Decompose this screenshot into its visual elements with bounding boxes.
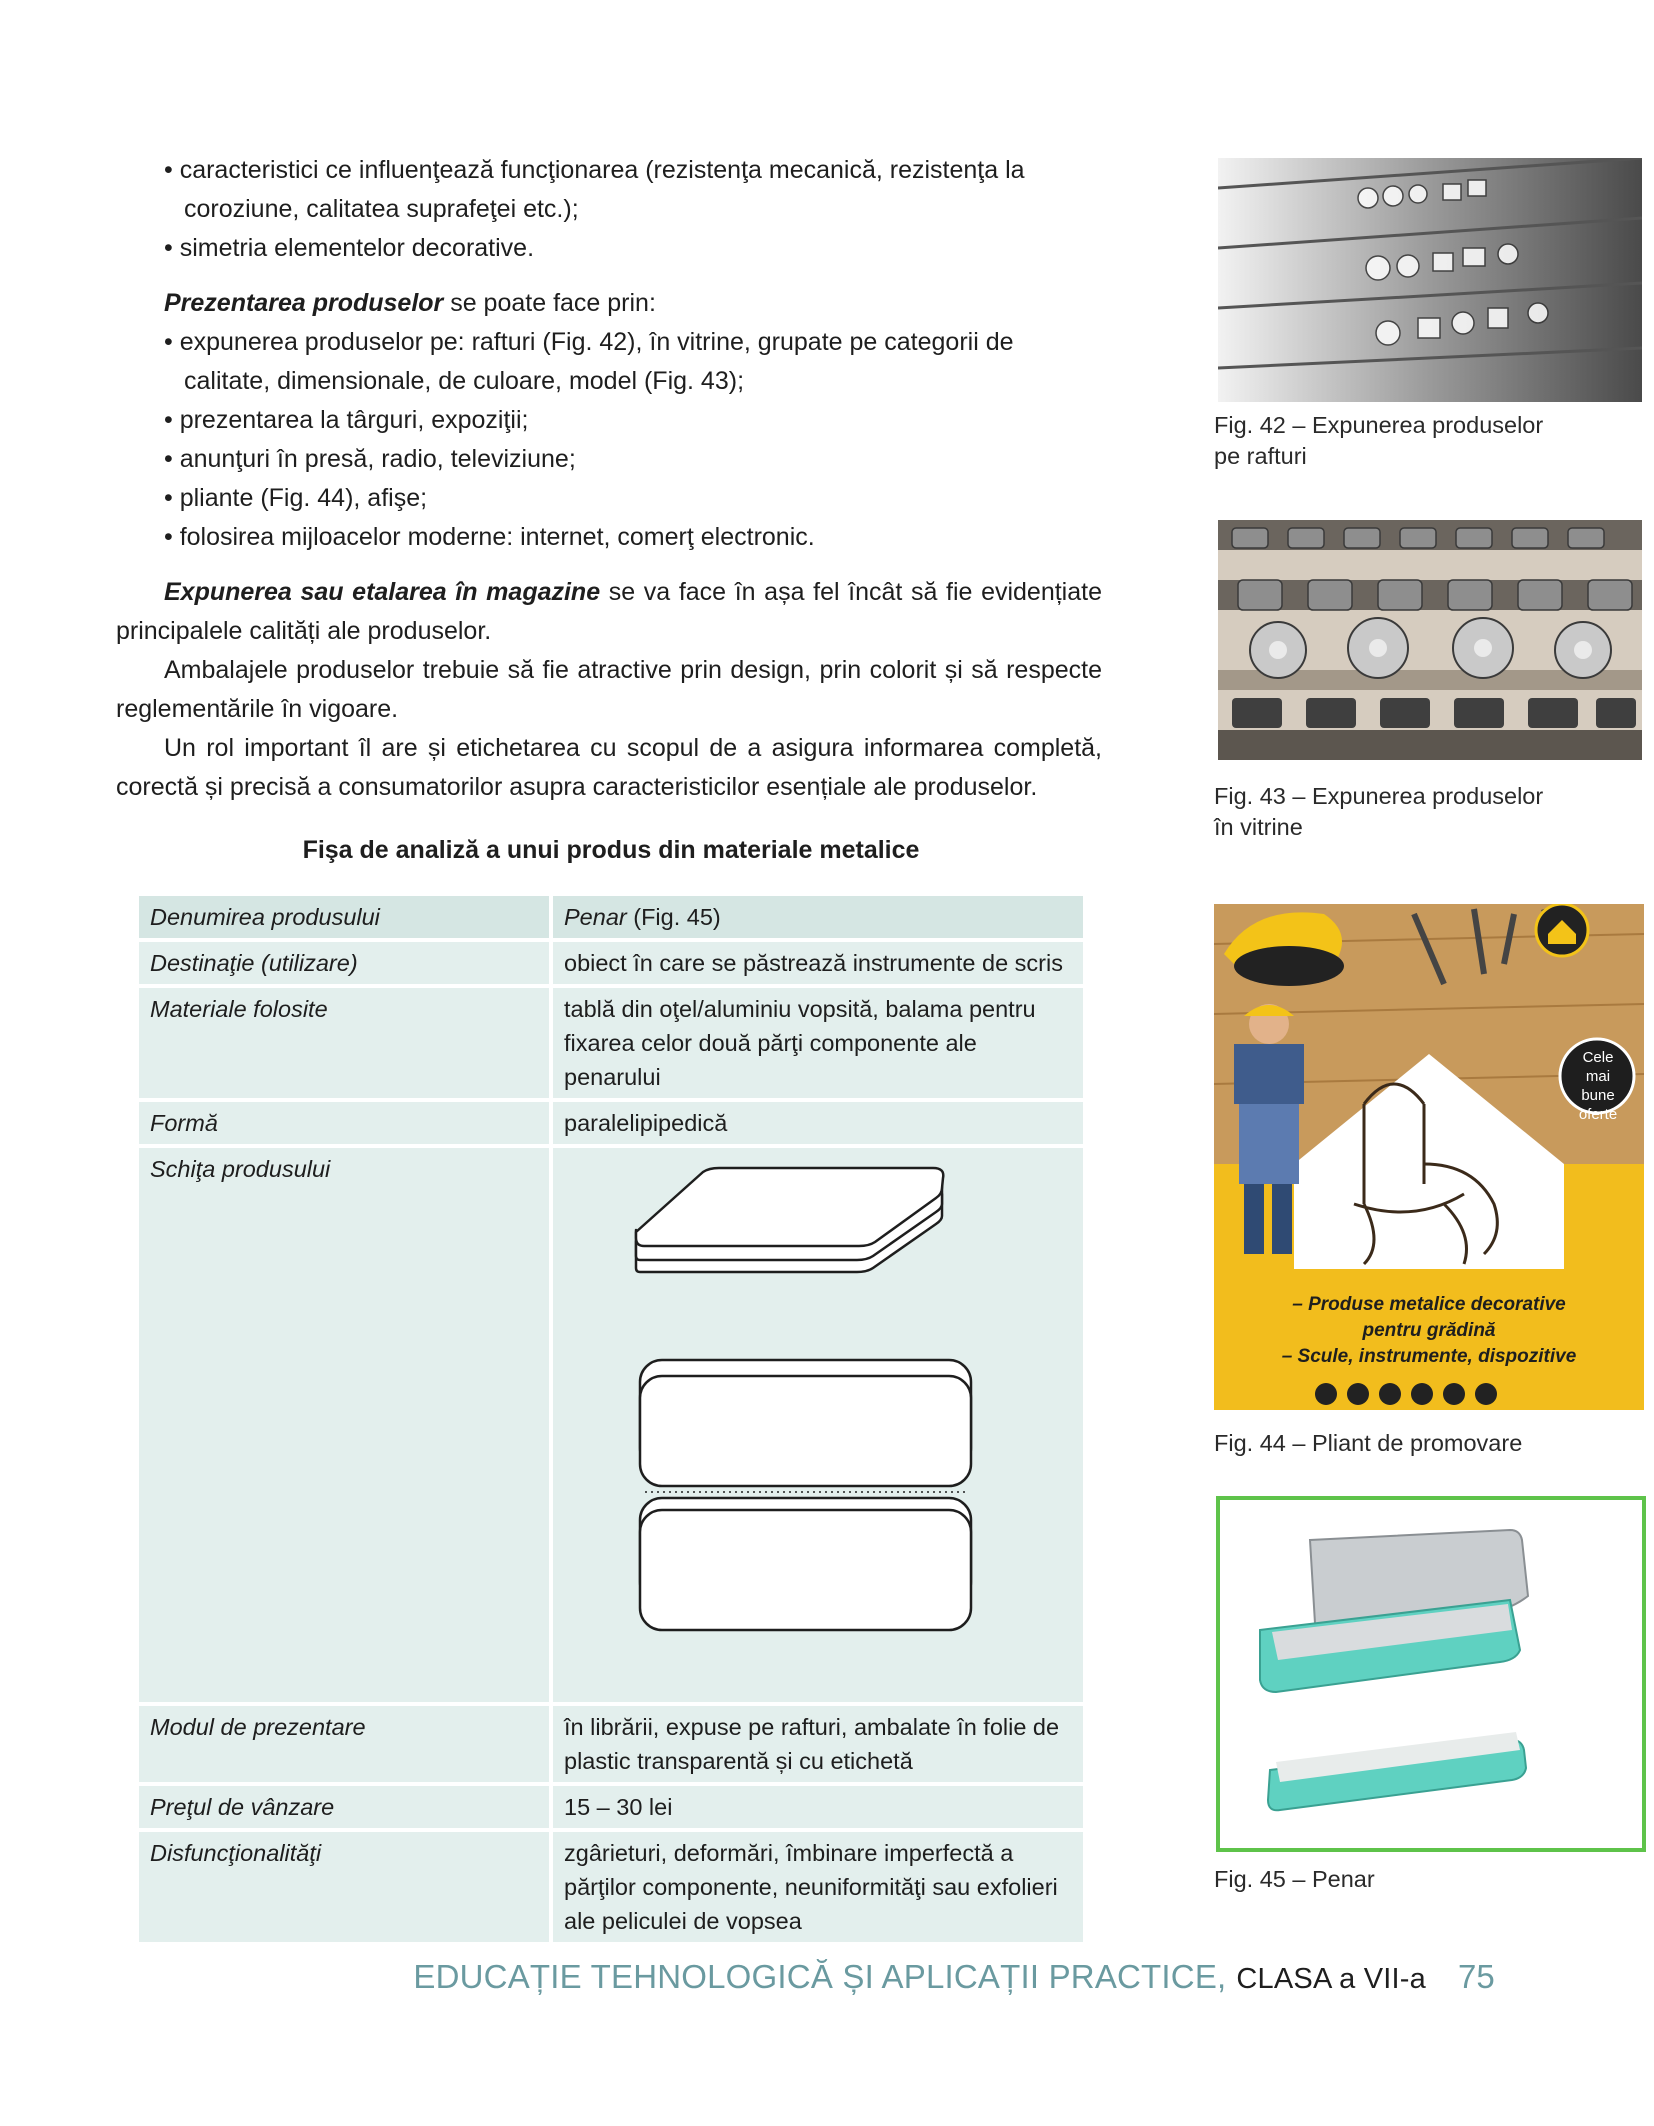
row-key: Destinaţie (utilizare) <box>139 942 553 988</box>
paragraph-packaging: Ambalajele produselor trebuie să fie atractive prin design, prin colorit și să respecte reglementările în vigoare. <box>116 656 1102 723</box>
footer-title <box>0 1958 1426 1996</box>
row-value-text: (Fig. 45) <box>626 904 721 930</box>
bullet-symmetry: • simetria elementelor decorative. <box>164 234 535 262</box>
analysis-table <box>139 896 1083 1946</box>
footer-subject: EDUCAȚIE TEHNOLOGICĂ ȘI APLICAȚII PRACTICE, <box>413 1958 1227 1995</box>
row-value: zgârieturi, deformări, îmbinare imperfectă a părţilor componente, neuniformităţi sau exfolieri ale peliculei de vopsea <box>553 1832 1083 1946</box>
flyer-line1: – Produse metalice decorative <box>1292 1294 1566 1315</box>
table-title: Fişa de analiză a unui produs din materiale metalice <box>302 836 920 864</box>
table-row <box>139 1706 1083 1786</box>
row-value: tablă din oţel/aluminiu vopsită, balama pentru fixarea celor două părţi componente ale penarului <box>553 988 1083 1102</box>
fig42-image <box>1218 158 1642 402</box>
paragraph-display-bold: Expunerea sau etalarea în magazine <box>164 578 601 606</box>
fig42-caption: Fig. 42 – Expunerea produselor pe rafturi <box>1214 412 1544 469</box>
bullet-fairs: • prezentarea la târguri, expoziţii; <box>164 406 529 434</box>
bullet-modern: • folosirea mijloacelor moderne: internet, comerţ electronic. <box>164 523 815 551</box>
row-key: Schiţa produsului <box>139 1148 553 1706</box>
paragraph-labeling: Un rol important îl are și etichetarea cu scopul de a asigura informarea completă, corectă și precisă a consumatorilor asupra caracteristicilor esențiale ale produselor. <box>116 734 1102 801</box>
presentation-lead <box>116 284 1102 323</box>
flyer-line3: – Scule, instrumente, dispozitive <box>1281 1346 1577 1367</box>
fig45-caption: Fig. 45 – Penar <box>1214 1866 1375 1892</box>
table-row <box>139 896 1083 942</box>
table-row <box>139 1102 1083 1148</box>
row-key: Denumirea produsului <box>139 896 553 942</box>
pencil-case-sketch <box>553 1148 1093 1702</box>
flyer-badge: Cele mai bune oferte <box>1578 1049 1618 1123</box>
pencil-case-photo <box>1220 1500 1642 1848</box>
row-value: în librării, expuse pe rafturi, ambalate în folie de plastic transparentă și cu etichetă <box>553 1706 1083 1786</box>
bullet-flyers: • pliante (Fig. 44), afişe; <box>164 484 428 512</box>
bullet-characteristics: • caracteristici ce influenţează funcţionarea (rezistenţa mecanică, rezistenţa la coroziune, calitatea suprafeţei etc.); <box>164 156 1025 223</box>
pots-display-illustration <box>1218 520 1642 760</box>
flyer-text <box>1214 1292 1644 1370</box>
flyer-line2: pentru grădină <box>1362 1320 1496 1341</box>
page-number: 75 <box>1458 1958 1495 1995</box>
fig43-caption: Fig. 43 – Expunerea produselor în vitrine <box>1214 783 1544 840</box>
paragraph-display <box>116 573 1102 651</box>
table-row <box>139 988 1083 1102</box>
row-value: obiect în care se păstrează instrumente de scris <box>553 942 1083 988</box>
row-key: Formă <box>139 1102 553 1148</box>
product-sketch-cell <box>553 1148 1083 1706</box>
footer-class: CLASA a VII-a <box>1236 1963 1426 1995</box>
main-text <box>116 151 1102 807</box>
row-value: 15 – 30 lei <box>553 1786 1083 1832</box>
table-row <box>139 942 1083 988</box>
presentation-lead-rest: se poate face prin: <box>443 289 656 317</box>
row-key: Preţul de vânzare <box>139 1786 553 1832</box>
fig45-image <box>1216 1496 1646 1852</box>
row-value <box>553 896 1083 942</box>
presentation-lead-bold: Prezentarea produselor <box>164 289 444 317</box>
row-key: Disfuncţionalităţi <box>139 1832 553 1946</box>
row-key: Materiale folosite <box>139 988 553 1102</box>
paragraph-display-rest: se va face în așa fel încât să fie evidențiate principalele calități ale produselor. <box>116 578 1102 645</box>
row-value-italic: Penar <box>564 904 627 930</box>
row-value: paralelipipedică <box>553 1102 1083 1148</box>
table-row <box>139 1832 1083 1946</box>
table-row <box>139 1786 1083 1832</box>
fig44-caption: Fig. 44 – Pliant de promovare <box>1214 1430 1523 1456</box>
fig44-flyer <box>1214 904 1644 1410</box>
table-row <box>139 1148 1083 1706</box>
fig43-image <box>1218 520 1642 760</box>
bullet-shelves: • expunerea produselor pe: rafturi (Fig. 42), în vitrine, grupate pe categorii de calitate, dimensionale, de culoare, model (Fig. 43); <box>164 328 1014 395</box>
bullet-ads: • anunţuri în presă, radio, televiziune; <box>164 445 576 473</box>
row-key: Modul de prezentare <box>139 1706 553 1786</box>
metal-profiles-illustration <box>1218 158 1642 402</box>
